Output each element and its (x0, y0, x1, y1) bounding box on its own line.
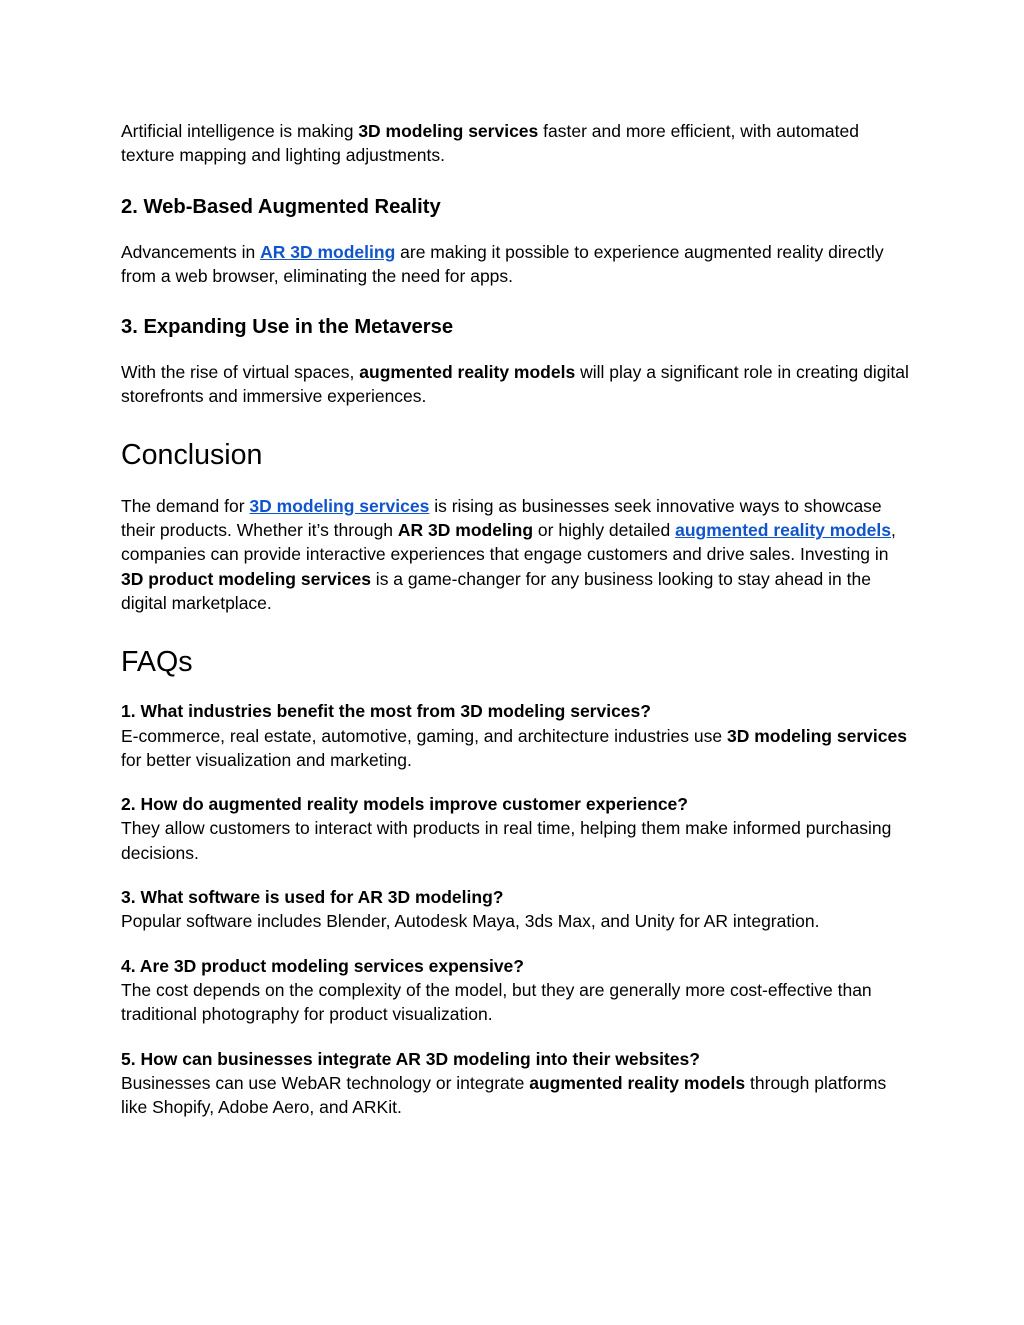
intro-text-b: faster and more efficient, with automated texture mapping and lighting adjustments. (121, 121, 859, 166)
intro-text-a: Artificial intelligence is making (121, 121, 359, 141)
conclusion-text-d: , companies can provide interactive experiences that engage customers and drive sales. Investing in (121, 520, 896, 565)
faq-item-3 (121, 885, 911, 934)
faq-item-4 (121, 954, 911, 1027)
faq-item-5 (121, 1047, 911, 1120)
faq-answer-5-bold: augmented reality models (529, 1072, 746, 1093)
conclusion-bold-product: 3D product modeling services (121, 568, 371, 589)
faq-answer-3: Popular software includes Blender, Autodesk Maya, 3ds Max, and Unity for AR integration. (121, 911, 820, 932)
3d-modeling-services-link[interactable]: 3D modeling services (249, 495, 430, 516)
section-heading-metaverse: 3. Expanding Use in the Metaverse (121, 316, 454, 339)
conclusion-text-a: The demand for (121, 495, 250, 516)
faq-question-1: 1. What industries benefit the most from 3D modeling services? (121, 701, 651, 722)
intro-bold-term: 3D modeling services (358, 121, 539, 141)
faq-answer-1-text-a: E-commerce, real estate, automotive, gaming, and architecture industries use (121, 725, 727, 746)
metaverse-text-b: will play a significant role in creating digital storefronts and immersive experiences. (121, 362, 909, 407)
faqs-heading: FAQs (121, 646, 193, 679)
faq-answer-5-text-a: Businesses can use WebAR technology or integrate (121, 1072, 530, 1093)
web-ar-text-a: Advancements in (121, 241, 261, 262)
web-ar-paragraph (121, 240, 911, 289)
faq-answer-1-text-b: for better visualization and marketing. (121, 749, 412, 770)
conclusion-bold-ar: AR 3D modeling (397, 520, 534, 541)
faq-question-3: 3. What software is used for AR 3D modeling? (121, 887, 504, 908)
intro-paragraph (121, 119, 911, 168)
conclusion-paragraph (121, 494, 911, 615)
web-ar-text-b: are making it possible to experience augmented reality directly from a web browser, eliminating the need for apps. (121, 241, 884, 286)
conclusion-text-c: or highly detailed (533, 520, 676, 541)
metaverse-text-a: With the rise of virtual spaces, (121, 362, 360, 383)
conclusion-text-b: is rising as businesses seek innovative ways to showcase their products. Whether it’s through (121, 495, 882, 541)
faq-answer-2: They allow customers to interact with products in real time, helping them make informed purchasing decisions. (121, 818, 892, 863)
metaverse-bold-term: augmented reality models (359, 362, 576, 383)
faq-question-2: 2. How do augmented reality models improve customer experience? (121, 794, 688, 815)
ar-3d-modeling-link[interactable]: AR 3D modeling (260, 241, 396, 262)
metaverse-paragraph (121, 360, 911, 409)
section-heading-web-ar: 2. Web-Based Augmented Reality (121, 195, 441, 218)
augmented-reality-models-link[interactable]: augmented reality models (675, 520, 892, 541)
document-page (121, 119, 911, 1119)
faq-question-5: 5. How can businesses integrate AR 3D modeling into their websites? (121, 1048, 700, 1069)
faq-question-4: 4. Are 3D product modeling services expensive? (121, 955, 524, 976)
conclusion-text-e: is a game-changer for any business looking to stay ahead in the digital marketplace. (121, 568, 871, 613)
faq-item-2 (121, 792, 911, 865)
faq-item-1 (121, 699, 911, 772)
conclusion-heading: Conclusion (121, 438, 263, 471)
faq-answer-5-text-b: through platforms like Shopify, Adobe Aero, and ARKit. (121, 1072, 887, 1118)
faq-answer-1-bold: 3D modeling services (726, 725, 907, 746)
faq-answer-4: The cost depends on the complexity of the model, but they are generally more cost-effective than traditional photography for product visualization. (121, 979, 872, 1025)
